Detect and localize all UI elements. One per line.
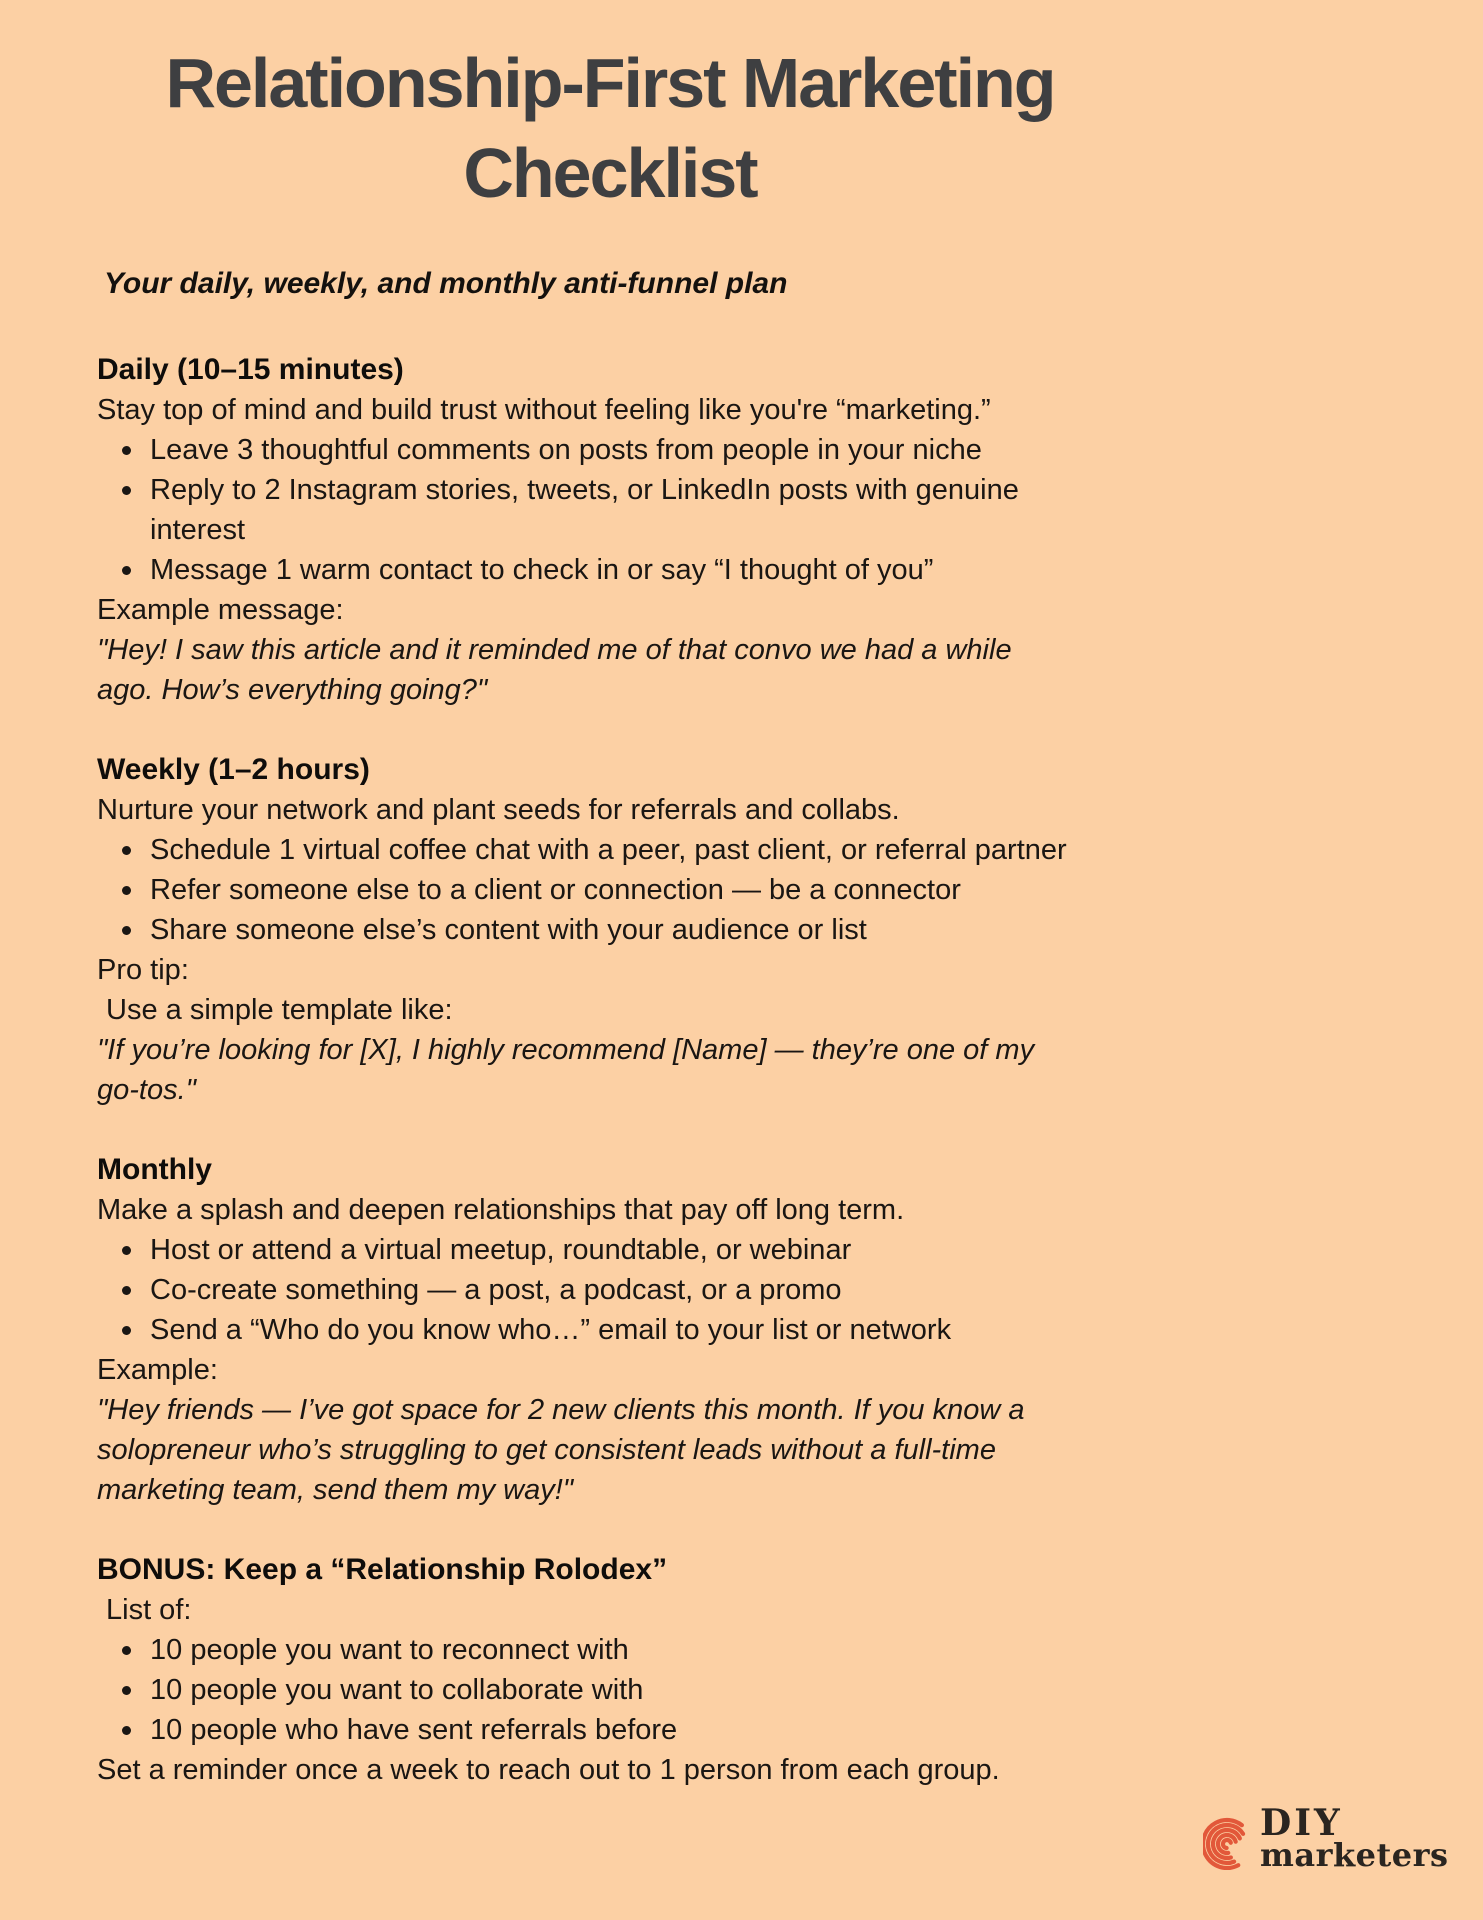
section-weekly-intro: Nurture your network and plant seeds for referrals and collabs. <box>97 794 900 826</box>
bullet-item <box>97 1270 1423 1310</box>
monthly-bullet-list <box>97 1230 1423 1350</box>
checklist-content <box>97 350 1423 1790</box>
section-bonus <box>97 1550 1423 1790</box>
bullet-item <box>97 830 1423 870</box>
bonus-outro: Set a reminder once a week to reach out to 1 person from each group. <box>97 1754 1000 1786</box>
weekly-template-label: Use a simple template like: <box>106 994 453 1026</box>
bullet-text: 10 people you want to collaborate with <box>150 1674 644 1706</box>
bullet-item <box>97 470 1423 550</box>
bullet-item <box>97 1230 1423 1270</box>
fingerprint-icon <box>1203 1810 1251 1875</box>
bullet-text: Share someone else’s content with your audience or list <box>150 914 867 946</box>
bonus-list-label: List of: <box>106 1594 192 1626</box>
bullet-text: Schedule 1 virtual coffee chat with a peer, past client, or referral partner <box>150 834 1067 866</box>
section-monthly-intro: Make a splash and deepen relationships that pay off long term. <box>97 1194 905 1226</box>
page-title-line-2: Checklist <box>463 134 757 212</box>
logo-text-marketers: marketers <box>1260 1836 1449 1874</box>
bullet-item <box>97 910 1423 950</box>
bullet-text: Leave 3 thoughtful comments on posts from people in your niche <box>150 434 982 466</box>
weekly-protip-label: Pro tip: <box>97 954 189 986</box>
daily-bullet-list <box>97 430 1423 590</box>
bullet-text: Send a “Who do you know who…” email to your list or network <box>150 1314 952 1346</box>
weekly-bullet-list <box>97 830 1423 950</box>
section-daily-heading: Daily (10–15 minutes) <box>97 353 404 386</box>
logo-text-diy: DIY <box>1260 1802 1343 1844</box>
bullet-item <box>97 1710 1423 1750</box>
bullet-text: 10 people you want to reconnect with <box>150 1634 629 1666</box>
weekly-template-quote-line: go-tos." <box>97 1074 196 1106</box>
bullet-text: Refer someone else to a client or connection — be a connector <box>150 874 961 906</box>
monthly-example-quote-line: solopreneur who’s struggling to get consistent leads without a full-time <box>97 1434 996 1466</box>
bullet-item <box>97 1310 1423 1350</box>
bullet-item <box>97 1670 1423 1710</box>
section-monthly-heading: Monthly <box>97 1153 212 1186</box>
weekly-template-quote-line: "If you’re looking for [X], I highly recommend [Name] — they’re one of my <box>97 1034 1035 1066</box>
section-daily-intro: Stay top of mind and build trust without feeling like you're “marketing.” <box>97 394 991 426</box>
monthly-example-label: Example: <box>97 1354 218 1386</box>
daily-example-label: Example message: <box>97 594 344 626</box>
bullet-item <box>97 430 1423 470</box>
bullet-text-wrap: interest <box>150 514 246 546</box>
daily-example-quote-line: "Hey! I saw this article and it reminded me of that convo we had a while <box>97 634 1012 666</box>
section-daily <box>97 350 1423 710</box>
bullet-text: Reply to 2 Instagram stories, tweets, or LinkedIn posts with genuine <box>150 474 1019 506</box>
daily-example-quote-line: ago. How’s everything going?" <box>97 674 488 706</box>
logo-wordmark <box>1260 1802 1449 1874</box>
bullet-text: Host or attend a virtual meetup, roundtable, or webinar <box>150 1234 852 1266</box>
bonus-bullet-list <box>97 1630 1423 1750</box>
monthly-example-quote-line: "Hey friends — I’ve got space for 2 new clients this month. If you know a <box>97 1394 1025 1426</box>
diymarketers-logo <box>1203 1802 1449 1875</box>
bullet-item <box>97 870 1423 910</box>
bullet-item <box>97 550 1423 590</box>
bullet-item <box>97 1630 1423 1670</box>
section-weekly-heading: Weekly (1–2 hours) <box>97 753 370 786</box>
page-title <box>60 38 1160 218</box>
bullet-text: Message 1 warm contact to check in or say “I thought of you” <box>150 554 934 586</box>
bullet-text: Co-create something — a post, a podcast, or a promo <box>150 1274 842 1306</box>
section-bonus-heading: BONUS: Keep a “Relationship Rolodex” <box>97 1553 668 1586</box>
section-monthly <box>97 1150 1423 1510</box>
bullet-text: 10 people who have sent referrals before <box>150 1714 678 1746</box>
section-weekly <box>97 750 1423 1110</box>
page-subtitle: Your daily, weekly, and monthly anti-funnel plan <box>104 267 788 300</box>
page-title-line-1: Relationship-First Marketing <box>165 44 1055 122</box>
monthly-example-quote-line: marketing team, send them my way!" <box>97 1474 574 1506</box>
